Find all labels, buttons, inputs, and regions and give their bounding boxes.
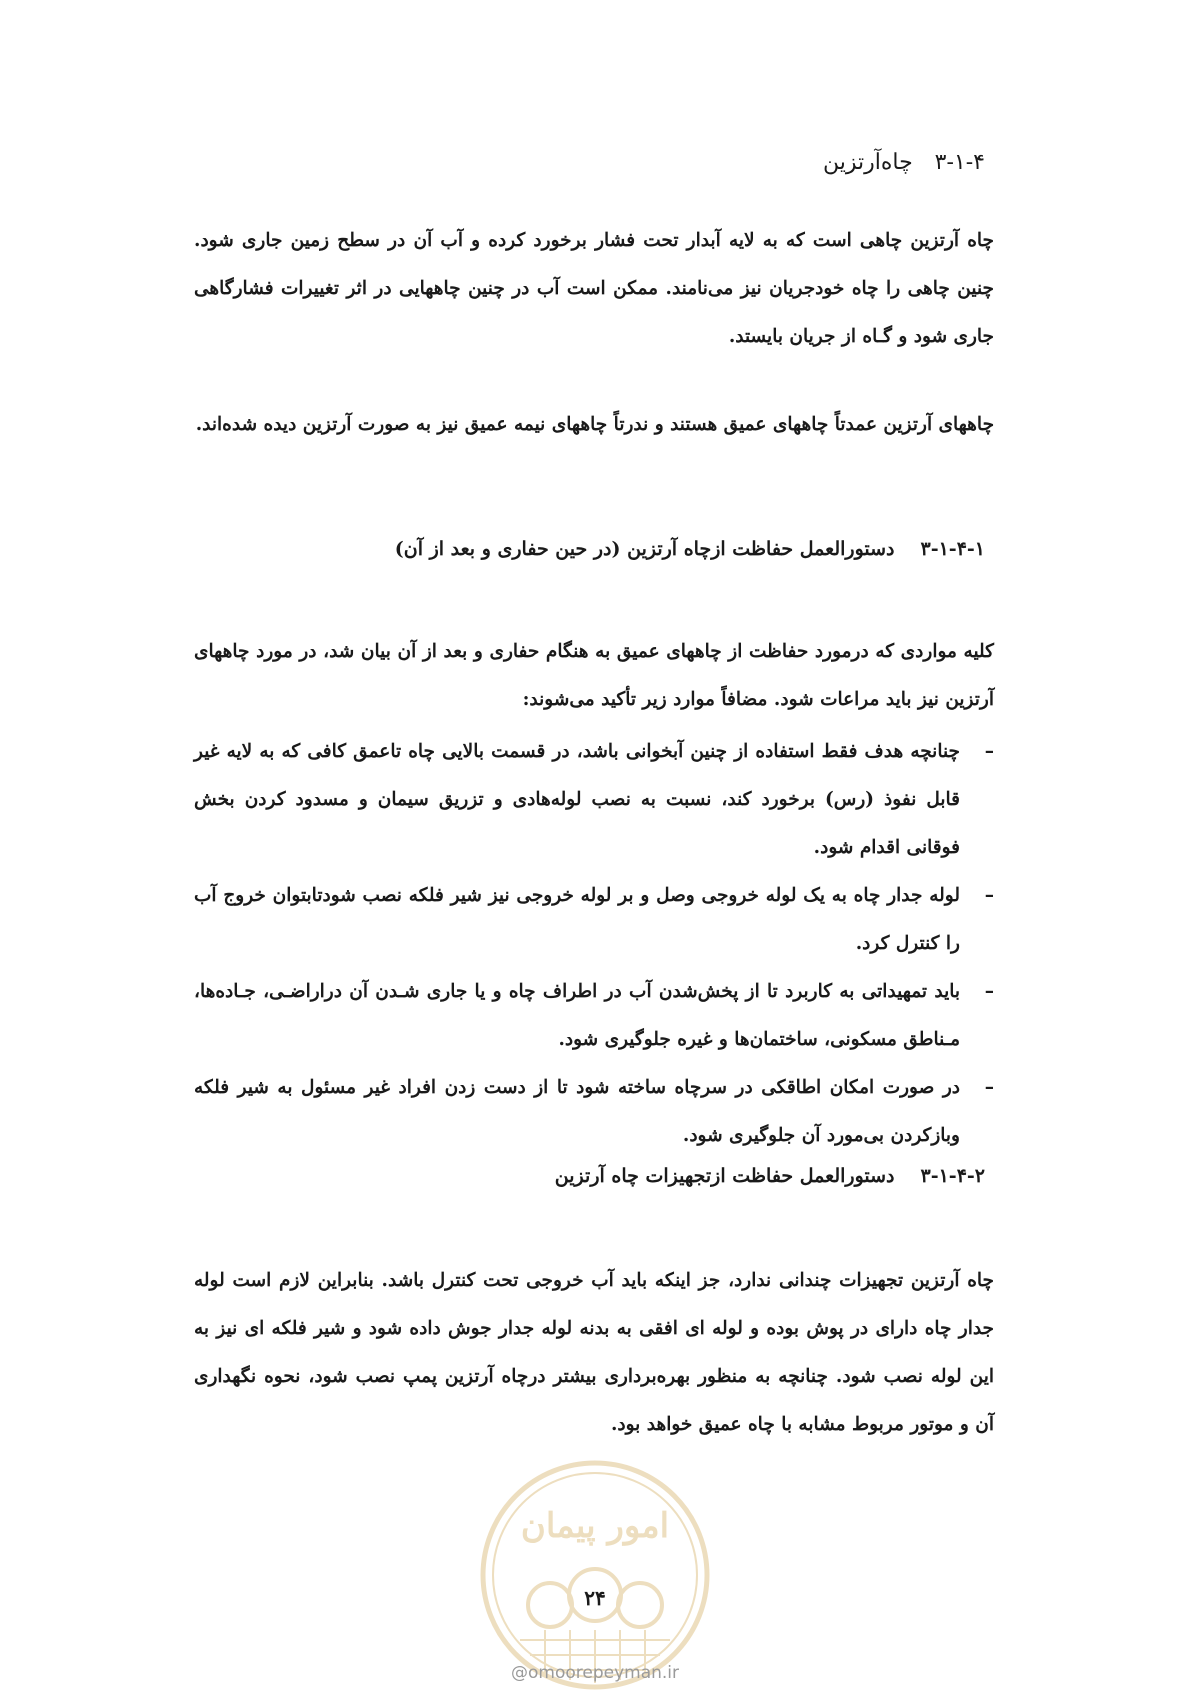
website-watermark: @omoorepeyman.ir — [510, 1663, 680, 1683]
subsection-2-paragraph: چاه آرتزین تجهیزات چندانی ندارد، جز اینکه باید آب خروجی تحت کنترل باشد. بنابراین لازم است لوله جدار چاه دارای در پوش بوده و لوله ای افقی به بدنه لوله جدار جوش داده شود و شیر فلکه ای نیز به این لوله نصب شود. چنانچه به منظور بهره‌برداری بیشتر درچاه آرتزین پمپ نصب شود، نحوه نگهداری آن و موتور مربوط مشابه با چاه عمیق خواهد بود. — [194, 1270, 994, 1435]
section-title: چاه‌آرتزین — [822, 150, 913, 175]
watermark-text: امور پیمان — [520, 1506, 670, 1546]
subsection-2-title: دستورالعمل حفاظت ازتجهیزات چاه آرتزین — [554, 1165, 895, 1187]
intro-paragraph: چاه آرتزین چاهی است که به لایه آبدار تحت فشار برخورد کرده و آب آن در سطح زمین جاری شود. چنین چاهی را چاه خودجریان نیز می‌نامند. ممکن است آب در چنین چاههایی در اثر تغییرات فشارگاهی جاری شود و گـاه از جریان بایستد. — [194, 230, 994, 347]
list-item-text: چنانچه هدف فقط استفاده از چنین آبخوانی باشد، در قسمت بالایی چاه تاعمق کافی که به لایه غیر قابل نفوذ (رس) برخورد کند، نسبت به نصب لوله‌هادی و تزریق سیمان و مسدود کردن بخش فوقانی اقدام شود. — [194, 741, 960, 858]
subsection-1-number: ۳-۱-۴-۱ — [920, 538, 985, 560]
subsection-1-title: دستورالعمل حفاظت ازچاه آرتزین (در حین حفاری و بعد از آن) — [394, 538, 895, 560]
page-number: ۲۴ — [584, 1586, 606, 1610]
bullet-marker: – — [984, 885, 994, 906]
subsection-1-bullet-list — [194, 728, 994, 1160]
list-item-text: باید تمهیداتی به کاربرد تا از پخش‌شدن آب در اطراف چاه و یا جاری شـدن آن دراراضـی، جـاده‌ها، مـناطق مسکونی، ساختمان‌ها و غیره جلوگیری شود. — [194, 981, 960, 1050]
list-item — [194, 1064, 994, 1160]
bullet-marker: – — [984, 1077, 994, 1098]
list-item — [194, 968, 994, 1064]
list-item-text: در صورت امکان اطاقکی در سرچاه ساخته شود تا از دست زدن افراد غیر مسئول به شیر فلکه وبازکردن بی‌مورد آن جلوگیری شود. — [194, 1077, 960, 1146]
subsection-1-heading — [395, 538, 985, 560]
subsection-2-heading — [555, 1165, 985, 1187]
bullet-marker: – — [984, 741, 994, 762]
section-heading — [823, 150, 985, 175]
list-item — [194, 728, 994, 872]
list-item-text: لوله جدار چاه به یک لوله خروجی وصل و بر لوله خروجی نیز شیر فلکه نصب شودتابتوان خروج آب را کنترل کرد. — [194, 885, 960, 954]
watermark-seal-logo — [475, 1455, 715, 1695]
subsection-2-number: ۳-۱-۴-۲ — [920, 1165, 985, 1187]
list-item — [194, 872, 994, 968]
subsection-1-paragraph: کلیه مواردی که درمورد حفاظت از چاههای عمیق به هنگام حفاری و بعد از آن بیان شد، در مورد چاههای آرتزین نیز باید مراعات شود. مضافاً موارد زیر تأکید می‌شوند: — [194, 641, 994, 710]
second-paragraph: چاههای آرتزین عمدتاً چاههای عمیق هستند و ندرتاً چاههای نیمه عمیق نیز به صورت آرتزین دیده شده‌اند. — [195, 414, 994, 435]
section-number: ۳-۱-۴ — [934, 150, 985, 175]
bullet-marker: – — [984, 981, 994, 1002]
